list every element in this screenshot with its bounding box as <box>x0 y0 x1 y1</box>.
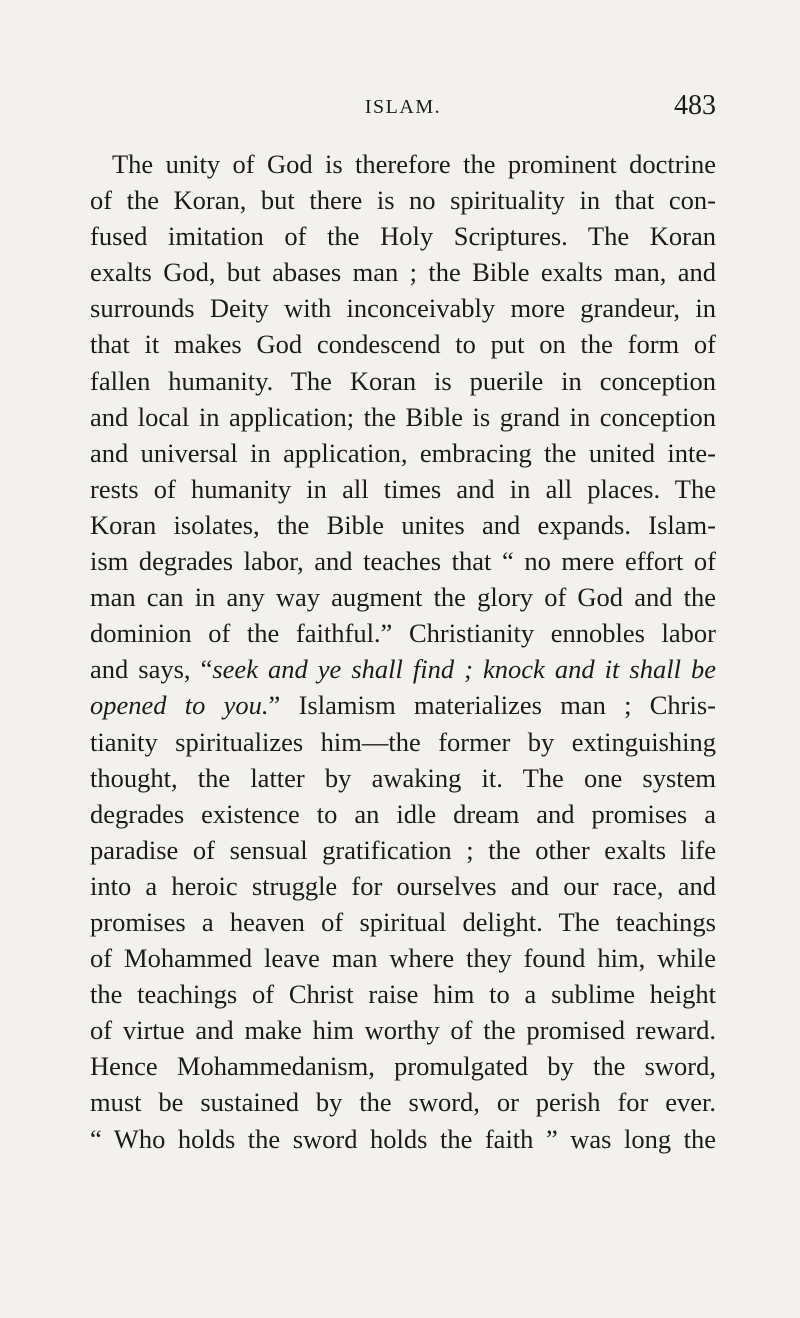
page-number: 483 <box>674 90 716 121</box>
text-line <box>90 182 716 218</box>
italic-text: seek and ye shall find ; knock and it shall be <box>212 654 716 685</box>
text-line-content: and universal in application, embracing the united inte- <box>90 437 716 468</box>
text-line-content: tianity spiritualizes him—the former by extinguishing <box>90 726 716 757</box>
text-line-content: surrounds Deity with inconceivably more grandeur, in <box>90 293 716 324</box>
text-line <box>90 326 716 362</box>
italic-text: opened to you. <box>90 690 269 721</box>
text-line-content: “ Who holds the sword holds the faith ” was long the <box>90 1123 716 1154</box>
text-line <box>90 507 716 543</box>
text-line <box>90 435 716 471</box>
text-line-content: dominion of the faithful.” Christianity ennobles labor <box>90 618 716 649</box>
text-line <box>90 1084 716 1120</box>
text-line-content: Hence Mohammedanism, promulgated by the sword, <box>90 1051 716 1082</box>
text-line-content: degrades existence to an idle dream and promises a <box>90 798 716 829</box>
text-line <box>90 724 716 760</box>
text-line-content: ism degrades labor, and teaches that “ no mere effort of <box>90 546 716 577</box>
text-line-content: thought, the latter by awaking it. The one system <box>90 762 716 793</box>
text-line-content: rests of humanity in all times and in all places. The <box>90 473 716 504</box>
text-line-content: man can in any way augment the glory of God and the <box>90 582 716 613</box>
text-line-content: and says, “ <box>90 654 213 685</box>
text-line-content: of Mohammed leave man where they found him, while <box>90 943 716 974</box>
text-line <box>90 940 716 976</box>
text-line <box>90 832 716 868</box>
text-line-content: into a heroic struggle for ourselves and our race, and <box>90 870 716 901</box>
text-line-content: The unity of God is therefore the prominent doctrine <box>112 149 716 179</box>
text-line <box>90 363 716 399</box>
text-line <box>90 1048 716 1084</box>
text-line <box>90 651 716 687</box>
text-line-content: and local in application; the Bible is grand in conception <box>90 401 716 432</box>
text-line <box>90 254 716 290</box>
text-line <box>90 760 716 796</box>
text-line-content: promises a heaven of spiritual delight. The teachings <box>90 906 716 937</box>
text-line <box>90 615 716 651</box>
text-line-content: of virtue and make him worthy of the promised reward. <box>90 1015 716 1046</box>
text-line <box>90 976 716 1012</box>
text-line-content: fallen humanity. The Koran is puerile in conception <box>90 365 716 396</box>
text-line <box>90 471 716 507</box>
text-line <box>90 1121 716 1157</box>
text-line-content: paradise of sensual gratification ; the other exalts life <box>90 834 716 865</box>
text-line-content: of the Koran, but there is no spirituality in that con- <box>90 185 716 216</box>
text-line <box>90 796 716 832</box>
body-text <box>90 146 716 1157</box>
text-line-content: ” Islamism materializes man ; Chris- <box>268 690 717 721</box>
text-line-content: that it makes God condescend to put on the form of <box>90 329 716 360</box>
text-line <box>90 543 716 579</box>
running-head <box>90 90 716 124</box>
text-line <box>90 687 716 723</box>
text-line <box>90 579 716 615</box>
running-title: ISLAM. <box>364 96 442 118</box>
text-line <box>90 1012 716 1048</box>
text-line <box>90 904 716 940</box>
text-line <box>90 146 716 182</box>
text-line-content: fused imitation of the Holy Scriptures. The Koran <box>90 221 716 252</box>
text-line-content: exalts God, but abases man ; the Bible exalts man, and <box>90 257 716 288</box>
text-line <box>90 290 716 326</box>
text-line <box>90 399 716 435</box>
text-line-content: the teachings of Christ raise him to a sublime height <box>90 979 716 1010</box>
text-line-content: Koran isolates, the Bible unites and expands. Islam- <box>90 509 716 540</box>
text-line <box>90 868 716 904</box>
text-line-content: must be sustained by the sword, or perish for ever. <box>90 1087 716 1118</box>
text-line <box>90 218 716 254</box>
